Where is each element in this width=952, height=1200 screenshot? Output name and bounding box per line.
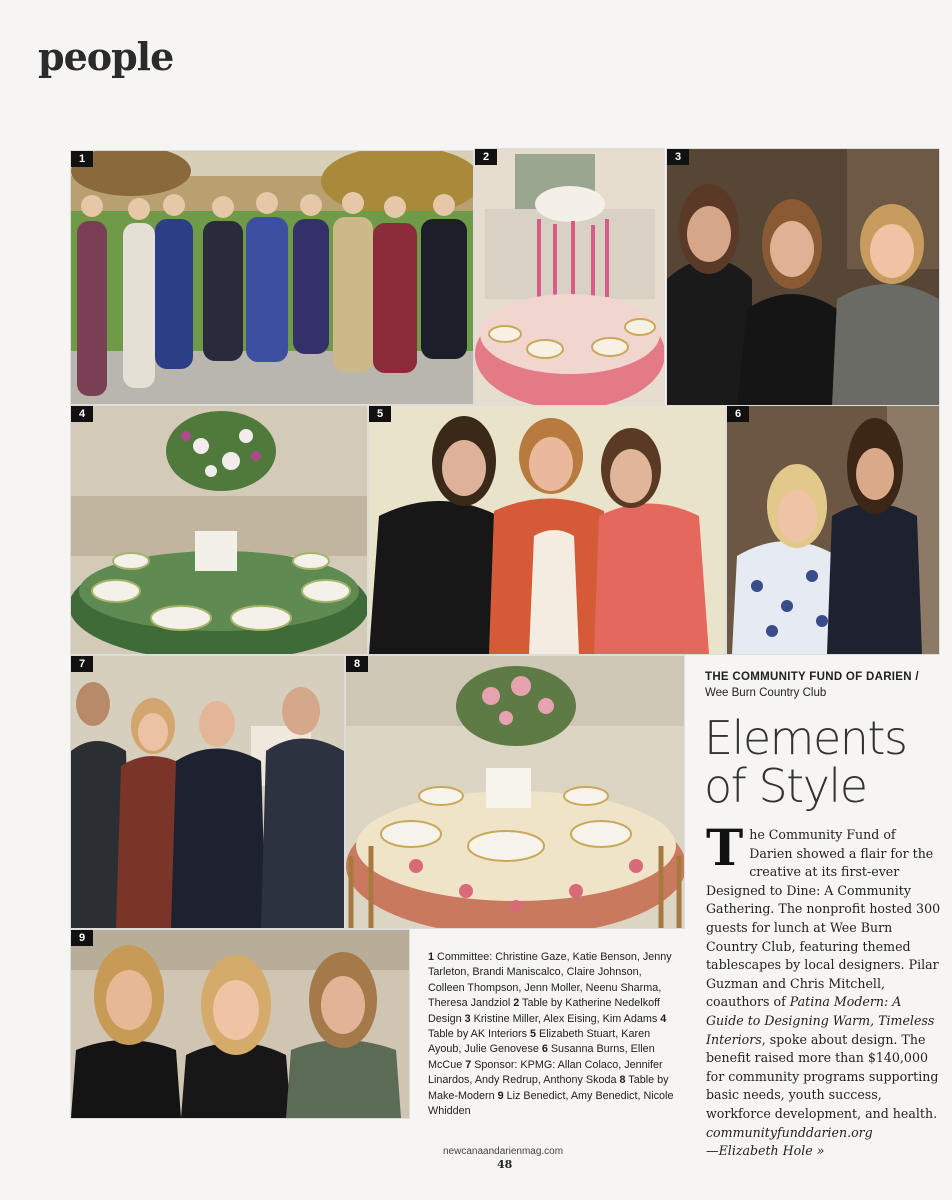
photo-2-table-setting bbox=[474, 148, 665, 407]
photo-1-image bbox=[71, 151, 473, 404]
caption-number: 9 bbox=[497, 1089, 504, 1102]
caption-number: 5 bbox=[530, 1028, 537, 1041]
organization-name: THE COMMUNITY FUND OF DARIEN / bbox=[705, 671, 919, 683]
photo-3-image bbox=[667, 149, 939, 406]
article-kicker bbox=[705, 669, 940, 701]
photo-8-table-setting bbox=[345, 655, 685, 929]
photo-3-portrait bbox=[666, 148, 940, 407]
photo-2-image bbox=[475, 149, 664, 406]
photo-number: 5 bbox=[369, 406, 391, 422]
footer-website-text: newcanaandarienmag.com bbox=[443, 1146, 564, 1157]
footer-website bbox=[443, 1146, 563, 1157]
photo-number: 6 bbox=[727, 406, 749, 422]
photo-number: 4 bbox=[71, 406, 93, 422]
headline-line-1: Elements bbox=[704, 711, 907, 765]
photo-number: 3 bbox=[667, 149, 689, 165]
drop-cap: T bbox=[706, 818, 744, 877]
caption-number: 8 bbox=[619, 1074, 626, 1087]
section-title: people bbox=[38, 34, 174, 79]
photo-4-image bbox=[71, 406, 367, 654]
caption-number: 1 bbox=[428, 951, 435, 963]
photo-5-image bbox=[369, 406, 725, 654]
photo-6-image bbox=[727, 406, 939, 654]
photo-number: 2 bbox=[475, 149, 497, 165]
photo-number: 1 bbox=[71, 151, 93, 167]
caption-number: 4 bbox=[660, 1012, 667, 1025]
caption-text: Table by Make-Modern bbox=[428, 1074, 669, 1102]
article-body bbox=[706, 818, 942, 1161]
venue-name: Wee Burn Country Club bbox=[705, 687, 827, 699]
article-headline bbox=[704, 711, 944, 813]
headline-line-2: of Style bbox=[704, 759, 867, 813]
caption-text: Susanna Burns, Ellen McCue bbox=[428, 1043, 655, 1071]
caption-text: Elizabeth Stuart, Karen Ayoub, Julie Genovese bbox=[428, 1028, 651, 1056]
photo-8-image bbox=[346, 656, 684, 928]
caption-number: 3 bbox=[464, 1012, 471, 1025]
photo-number: 9 bbox=[71, 930, 93, 946]
photo-9-portrait bbox=[70, 929, 410, 1119]
photo-7-sponsors bbox=[70, 655, 345, 929]
caption-text: Kristine Miller, Alex Eising, Kim Adams bbox=[470, 1012, 661, 1025]
photo-5-portrait bbox=[368, 405, 726, 655]
photo-6-portrait bbox=[726, 405, 940, 655]
photo-7-image bbox=[71, 656, 344, 928]
page-number: 48 bbox=[497, 1158, 513, 1171]
photo-number: 7 bbox=[71, 656, 93, 672]
photo-captions bbox=[428, 950, 676, 1119]
photo-number: 8 bbox=[346, 656, 368, 672]
caption-number: 6 bbox=[541, 1043, 548, 1056]
author-byline: —Elizabeth Hole » bbox=[706, 1143, 825, 1159]
caption-text: Sponsor: KPMG: Allan Colaco, Jennifer Linardos, Andy Redrup, Anthony Skoda bbox=[428, 1058, 663, 1087]
photo-9-image bbox=[71, 930, 409, 1118]
website-link[interactable]: communityfunddarien.org bbox=[706, 1124, 873, 1140]
caption-text: Table by Katherine Nedelkoff Design bbox=[428, 997, 660, 1025]
caption-text: Liz Benedict, Amy Benedict, Nicole Whidden bbox=[428, 1089, 674, 1118]
caption-text: Table by AK Interiors bbox=[428, 1028, 531, 1041]
photo-1-committee bbox=[70, 150, 474, 405]
body-text-part-2: , spoke about design. The benefit raised more than $140,000 for community programs supporting basic needs, youth success, workforce development, and health. bbox=[706, 1031, 939, 1121]
body-text-part-1: he Community Fund of Darien showed a flair for the creative at its first-ever Designed to Dine: A Community Gathering. The nonprofit hosted 300 guests for lunch at Wee Burn Country Club, featuring themed tablescapes by local designers. Pilar Guzman and Chris Mitchell, coauthors of bbox=[706, 827, 941, 1010]
photo-4-table-setting bbox=[70, 405, 368, 655]
book-title: Patina Modern: A Guide to Designing Warm, Timeless Interiors bbox=[706, 994, 935, 1047]
caption-text: Committee: Christine Gaze, Katie Benson, Jenny Tarleton, Brandi Maniscalco, Claire Johnson, Colleen Thompson, Jenn Moller, Neenu Sharma, Theresa Jandziol bbox=[428, 951, 672, 1010]
caption-number: 2 bbox=[513, 997, 520, 1010]
caption-number: 7 bbox=[465, 1058, 472, 1071]
